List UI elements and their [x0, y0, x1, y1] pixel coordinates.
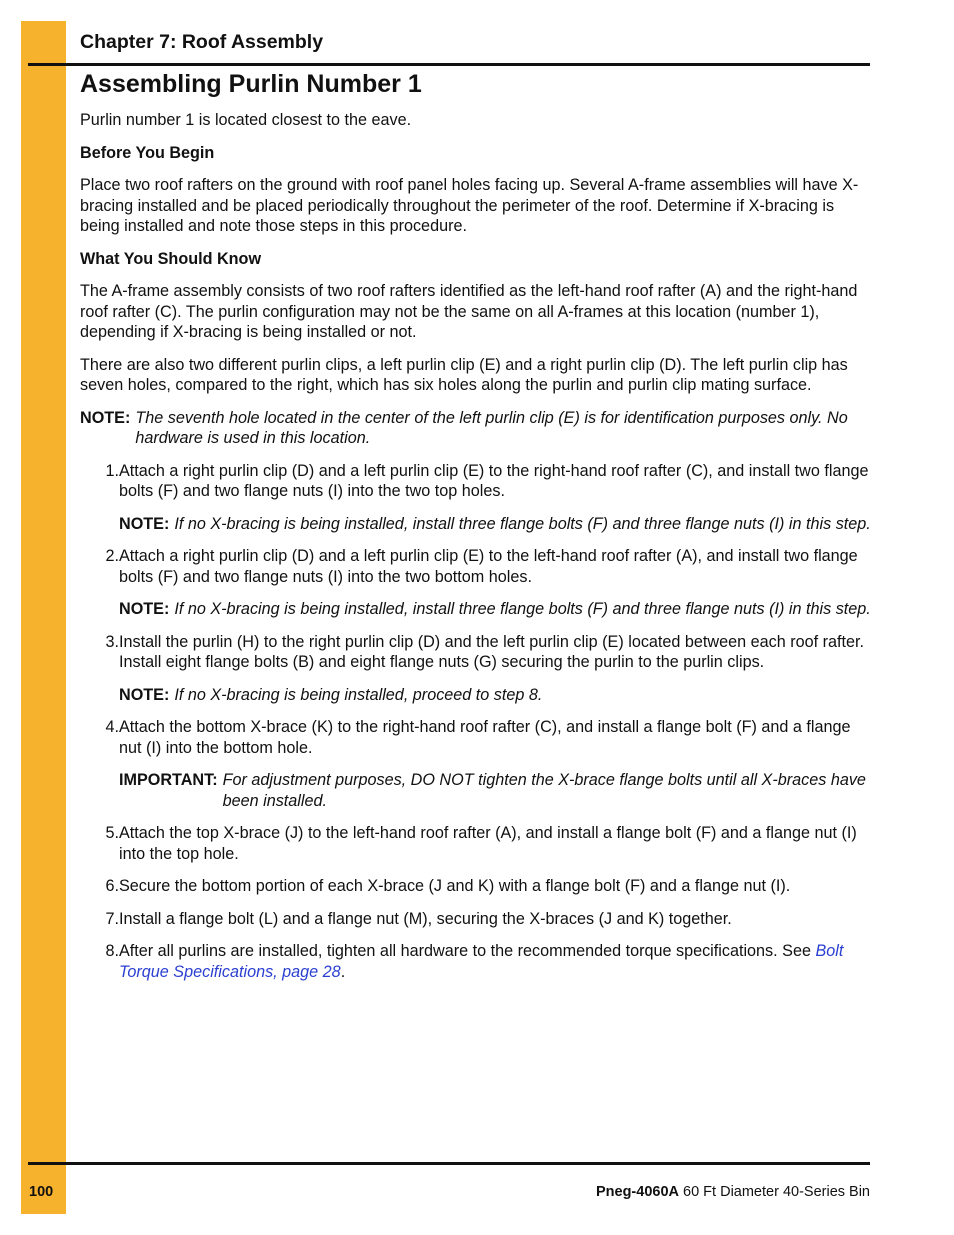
step-number: 6.	[105, 877, 119, 895]
step-1-note	[119, 514, 872, 535]
header-rule	[28, 63, 870, 66]
step-3	[80, 632, 872, 673]
step-7	[80, 909, 872, 930]
step-5	[80, 823, 872, 864]
note-text: If no X-bracing is being installed, install three flange bolts (F) and three flange nuts (I) in this step.	[174, 600, 871, 618]
footer-rule	[28, 1162, 870, 1165]
step-text: Attach a right purlin clip (D) and a left purlin clip (E) to the left-hand roof rafter (A), and install two flange bolts (F) and two flange nuts (I) into the two bottom holes.	[119, 547, 858, 586]
step-number: 1.	[105, 461, 119, 480]
know-paragraph-1: The A-frame assembly consists of two roof rafters identified as the left-hand roof rafter (A) and the right-hand roof rafter (C). The purlin configuration may not be the same on all A-frames at this location (number 1), depending if X-bracing is being installed or not.	[80, 282, 858, 341]
torque-spec-link[interactable]: Bolt Torque Specifications, page 28	[119, 942, 844, 981]
note-label: NOTE:	[119, 600, 170, 618]
step-body	[119, 941, 872, 982]
step-number: 4.	[105, 718, 119, 736]
step-number: 5.	[105, 824, 119, 842]
note-label: NOTE:	[119, 514, 170, 533]
step-text: Install a flange bolt (L) and a flange nut (M), securing the X-braces (J and K) together.	[119, 909, 732, 928]
know-heading: What You Should Know	[80, 249, 262, 268]
doc-id: Pneg-4060A	[595, 1184, 679, 1200]
step-text: Attach the bottom X-brace (K) to the right-hand roof rafter (C), and install a flange bolt (F) and a flange nut (I) into the bottom hole.	[119, 718, 851, 757]
page-content	[80, 110, 872, 994]
note-text: If no X-bracing is being installed, proceed to step 8.	[174, 685, 543, 704]
chapter-heading: Chapter 7: Roof Assembly	[80, 31, 324, 53]
step-text: After all purlins are installed, tighten all hardware to the recommended torque specifications. See	[119, 942, 816, 960]
step-number: 2.	[105, 547, 119, 565]
important-label: IMPORTANT:	[119, 771, 218, 789]
note-text: If no X-bracing is being installed, install three flange bolts (F) and three flange nuts (I) in this step.	[174, 514, 871, 533]
note-text: The seventh hole located in the center of the left purlin clip (E) is for identification purposes only. No hardware is used in this location.	[135, 408, 848, 447]
step-3-note	[119, 685, 872, 706]
chapter-color-bar	[21, 21, 66, 1214]
step-1	[80, 461, 872, 502]
step-number: 7.	[105, 909, 119, 928]
before-paragraph: Place two roof rafters on the ground with roof panel holes facing up. Several A-frame assemblies will have X-bracing installed and be placed periodically throughout the perimeter of the roof. Determine if X-bracing is being installed and note those steps in this procedure.	[80, 176, 859, 235]
step-text: Attach the top X-brace (J) to the left-hand roof rafter (A), and install a flange bolt (F) and a flange nut (I) into the top hole.	[119, 824, 857, 863]
step-2-note	[119, 599, 872, 620]
step-6	[80, 876, 872, 897]
footer-document	[596, 1184, 870, 1200]
step-4	[80, 717, 872, 758]
step-tail: .	[340, 962, 346, 981]
note-label: NOTE:	[80, 408, 131, 427]
step-number: 3.	[105, 632, 119, 651]
know-paragraph-2: There are also two different purlin clips, a left purlin clip (E) and a right purlin clip (D). The left purlin clip has seven holes, compared to the right, which has six holes along the purlin and purlin clip mating surface.	[80, 355, 848, 394]
main-note	[80, 408, 872, 449]
step-text: Install the purlin (H) to the right purlin clip (D) and the left purlin clip (E) located between each roof rafter. Install eight flange bolts (B) and eight flange nuts (G) securing the purlin to the purlin clips.	[119, 632, 864, 671]
step-8	[80, 941, 872, 982]
procedure-steps	[80, 461, 872, 983]
step-4-important	[119, 770, 872, 811]
step-number: 8.	[105, 942, 119, 960]
step-2	[80, 546, 872, 587]
doc-title: 60 Ft Diameter 40-Series Bin	[679, 1184, 870, 1200]
step-text: Attach a right purlin clip (D) and a left purlin clip (E) to the right-hand roof rafter (C), and install two flange bolts (F) and two flange nuts (I) into the two top holes.	[119, 461, 869, 500]
note-label: NOTE:	[119, 685, 170, 704]
important-text: For adjustment purposes, DO NOT tighten the X-brace flange bolts until all X-braces have been installed.	[222, 771, 866, 810]
step-text: Secure the bottom portion of each X-brace (J and K) with a flange bolt (F) and a flange nut (I).	[119, 877, 791, 895]
page-title: Assembling Purlin Number 1	[80, 70, 422, 98]
page-number: 100	[29, 1184, 54, 1200]
before-heading: Before You Begin	[80, 143, 215, 162]
intro-paragraph: Purlin number 1 is located closest to the eave.	[80, 111, 412, 129]
